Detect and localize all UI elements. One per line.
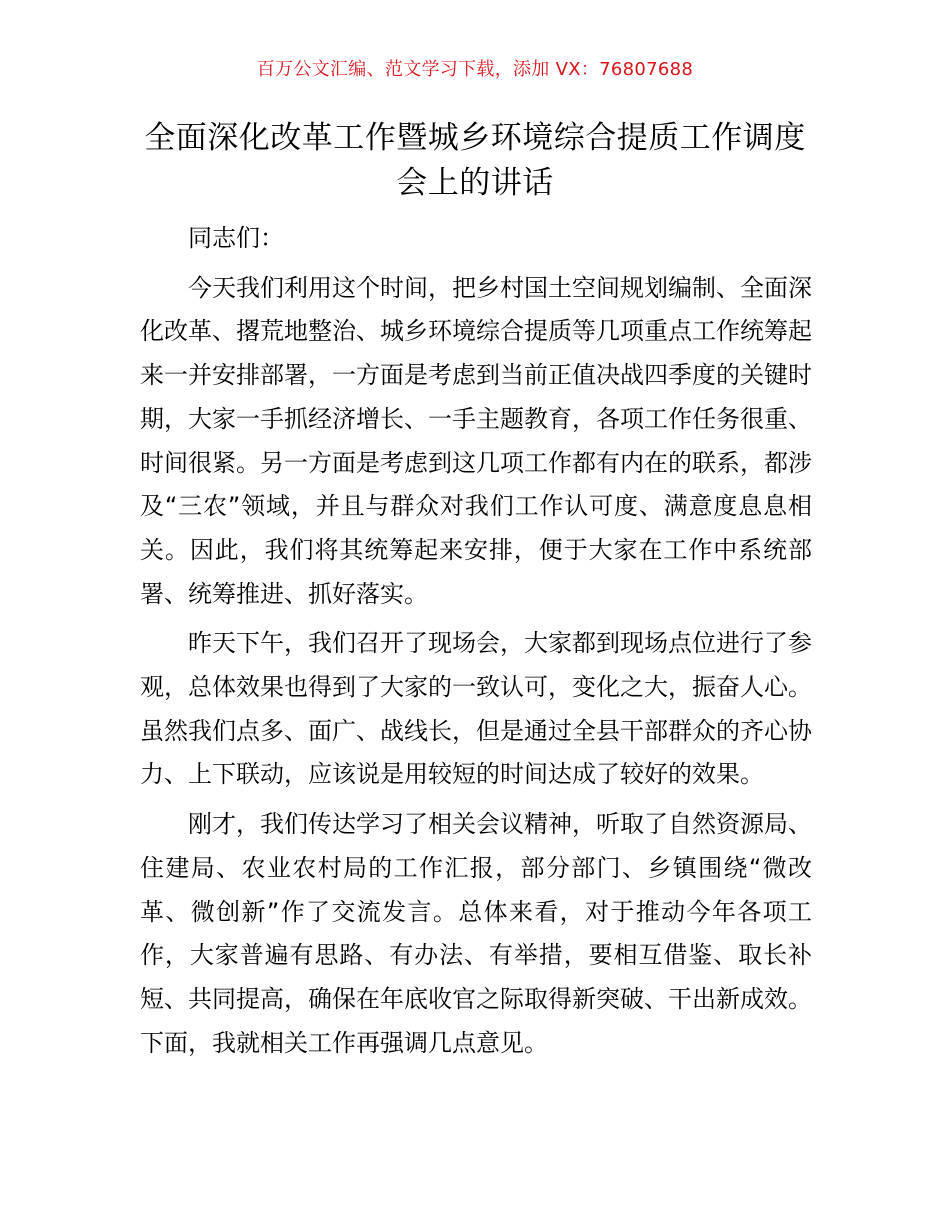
paragraph-2: 昨天下午，我们召开了现场会，大家都到现场点位进行了参观，总体效果也得到了大家的一致认可，变化之大，振奋人心。虽然我们点多、面广、战线长，但是通过全县干部群众的齐心协力、上下联动，应该说是用较短的时间达成了较好的效果。 bbox=[140, 629, 812, 789]
paragraph-3: 刚才，我们传达学习了相关会议精神，听取了自然资源局、住建局、农业农村局的工作汇报，部分部门、乡镇围绕“微改革、微创新”作了交流发言。总体来看，对于推动今年各项工作，大家普遍有思路、有办法、有举措，要相互借鉴、取长补短、共同提高，确保在年底收官之际取得新突破、干出新成效。下面，我就相关工作再强调几点意见。 bbox=[140, 810, 812, 1057]
header-banner: 百万公文汇编、范文学习下载，添加 VX：76807688 bbox=[256, 59, 694, 80]
paragraph-1: 今天我们利用这个时间，把乡村国土空间规划编制、全面深化改革、撂荒地整治、城乡环境综合提质等几项重点工作统筹起来一并安排部署，一方面是考虑到当前正值决战四季度的关键时期，大家一手抓经济增长、一手主题教育，各项工作任务很重、时间很紧。另一方面是考虑到这几项工作都有内在的联系，都涉及“三农”领域，并且与群众对我们工作认可度、满意度息息相关。因此，我们将其统筹起来安排，便于大家在工作中系统部署、统筹推进、抓好落实。 bbox=[140, 273, 812, 608]
salutation: 同志们： bbox=[188, 224, 284, 252]
document-title: 全面深化改革工作暨城乡环境综合提质工作调度会上的讲话 bbox=[144, 120, 806, 201]
document-body bbox=[140, 217, 812, 1071]
